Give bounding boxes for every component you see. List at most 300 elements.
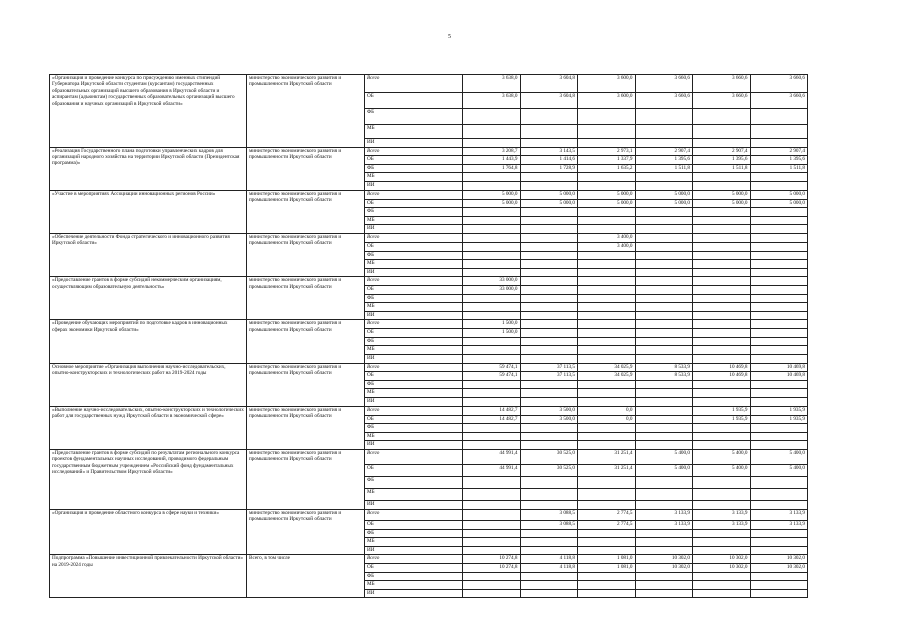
value-cell (463, 294, 521, 303)
value-cell (578, 268, 636, 277)
value-cell (750, 529, 808, 538)
value-cell: 1 395,6 (693, 156, 751, 165)
value-cell (520, 424, 578, 433)
value-cell (750, 109, 808, 125)
value-cell (463, 225, 521, 234)
value-cell: 44 991,4 (463, 450, 521, 465)
value-cell: 1 764,8 (463, 164, 521, 173)
table-row (50, 320, 808, 329)
value-cell: 2 774,5 (578, 510, 636, 521)
value-cell (578, 389, 636, 398)
executor-cell: Всего, в том числе (247, 555, 365, 598)
value-cell (463, 489, 521, 501)
activity-name-cell: «Организация и проведение областного конкурса в сфере науки и техники» (50, 510, 247, 555)
value-cell: 5 000,0 (578, 199, 636, 208)
value-cell (463, 139, 521, 148)
value-cell (578, 225, 636, 234)
value-cell (750, 329, 808, 338)
value-cell (463, 268, 521, 277)
value-cell (520, 139, 578, 148)
value-cell (635, 173, 693, 182)
value-cell: 31 251,4 (578, 465, 636, 477)
value-cell: 1 935,9 (750, 406, 808, 415)
value-cell (578, 208, 636, 217)
funding-source-cell: ФБ (365, 337, 463, 346)
value-cell (635, 285, 693, 294)
executor-cell: министерство экономического развития и промышленности Иркутской области (247, 277, 365, 320)
value-cell (520, 173, 578, 182)
value-cell: 8 533,9 (635, 372, 693, 381)
value-cell: 10 302,0 (635, 563, 693, 572)
value-cell: 5 400,0 (693, 450, 751, 465)
value-cell (750, 398, 808, 407)
table-row (50, 277, 808, 286)
value-cell (693, 277, 751, 286)
value-cell: 5 400,0 (635, 465, 693, 477)
funding-source-cell: МБ (365, 489, 463, 501)
value-cell (578, 424, 636, 433)
funding-source-cell: Всего (365, 190, 463, 199)
value-cell: 3 088,5 (520, 510, 578, 521)
value-cell (750, 572, 808, 581)
funding-source-cell: ОБ (365, 521, 463, 530)
value-cell (750, 181, 808, 190)
value-cell (750, 139, 808, 148)
value-cell: 10 274,8 (463, 555, 521, 564)
value-cell (750, 216, 808, 225)
value-cell (693, 329, 751, 338)
funding-source-cell: МБ (365, 173, 463, 182)
value-cell: 3 133,9 (750, 521, 808, 530)
value-cell (693, 294, 751, 303)
value-cell (635, 406, 693, 415)
value-cell (578, 589, 636, 598)
funding-source-cell: МБ (365, 581, 463, 590)
value-cell (463, 538, 521, 547)
funding-source-cell: ОБ (365, 372, 463, 381)
value-cell (578, 432, 636, 441)
value-cell: 33 000,0 (463, 285, 521, 294)
activity-name-cell: «Обеспечение деятельности Фонда стратегического и инновационного развития Иркутской области» (50, 233, 247, 276)
funding-source-cell: ИИ (365, 589, 463, 598)
value-cell: 5 400,0 (750, 450, 808, 465)
funding-source-cell: МБ (365, 538, 463, 547)
value-cell: 3 660,6 (693, 75, 751, 93)
value-cell: 59 474,1 (463, 363, 521, 372)
value-cell (463, 303, 521, 312)
value-cell (520, 529, 578, 538)
value-cell (750, 208, 808, 217)
value-cell (750, 337, 808, 346)
activity-name-cell: «Проведение обучающих мероприятий по подготовке кадров в инновационных сферах экономики Иркутской области» (50, 320, 247, 363)
funding-source-cell: Всего (365, 406, 463, 415)
value-cell (750, 311, 808, 320)
funding-source-cell: ОБ (365, 415, 463, 424)
value-cell (520, 581, 578, 590)
value-cell: 1 511,8 (750, 164, 808, 173)
value-cell (578, 398, 636, 407)
value-cell (463, 173, 521, 182)
value-cell (750, 242, 808, 251)
value-cell (693, 398, 751, 407)
value-cell: 10 469,8 (693, 363, 751, 372)
value-cell (578, 572, 636, 581)
funding-source-cell: ИИ (365, 139, 463, 148)
value-cell (520, 380, 578, 389)
funding-source-cell: МБ (365, 346, 463, 355)
funding-source-cell: ФБ (365, 477, 463, 489)
funding-source-cell: ОБ (365, 156, 463, 165)
value-cell (463, 260, 521, 269)
table-row (50, 75, 808, 93)
value-cell (520, 489, 578, 501)
value-cell (635, 529, 693, 538)
funding-source-cell: ОБ (365, 93, 463, 109)
value-cell (520, 277, 578, 286)
value-cell (578, 277, 636, 286)
value-cell (520, 546, 578, 555)
page-number: 5 (448, 34, 451, 40)
funding-source-cell: ИИ (365, 181, 463, 190)
value-cell (578, 125, 636, 139)
value-cell: 5 000,0 (463, 199, 521, 208)
value-cell (635, 320, 693, 329)
value-cell: 14 482,7 (463, 406, 521, 415)
value-cell (520, 572, 578, 581)
value-cell (635, 572, 693, 581)
value-cell: 1 511,8 (635, 164, 693, 173)
value-cell: 5 000,0 (693, 199, 751, 208)
value-cell (463, 311, 521, 320)
funding-source-cell: ОБ (365, 465, 463, 477)
value-cell (520, 320, 578, 329)
value-cell (463, 581, 521, 590)
funding-source-cell: МБ (365, 432, 463, 441)
value-cell (463, 109, 521, 125)
value-cell: 10 302,0 (635, 555, 693, 564)
value-cell: 10 274,8 (463, 563, 521, 572)
value-cell (750, 320, 808, 329)
value-cell (750, 538, 808, 547)
table-row (50, 555, 808, 564)
value-cell: 1 395,6 (635, 156, 693, 165)
value-cell (693, 268, 751, 277)
value-cell (750, 173, 808, 182)
value-cell (750, 389, 808, 398)
activity-name-cell: «Организация и проведение конкурса по присуждению именных стипендий Губернатора Иркутской области студентам (курсантам) государственных образовательных организаций высшего образования в Иркутской области и аспирантам (адъюнктам) государственных образовательных организаций высшего образования и научных организаций в Иркутской области» (50, 75, 247, 148)
value-cell (750, 441, 808, 450)
value-cell: 3 604,8 (520, 75, 578, 93)
value-cell: 5 000,0 (635, 199, 693, 208)
funding-source-cell: ФБ (365, 380, 463, 389)
value-cell (520, 242, 578, 251)
value-cell (520, 109, 578, 125)
value-cell (463, 432, 521, 441)
funding-source-cell: МБ (365, 216, 463, 225)
value-cell (750, 424, 808, 433)
value-cell: 3 208,7 (463, 147, 521, 156)
funding-source-cell: ОБ (365, 329, 463, 338)
value-cell: 3 660,6 (693, 93, 751, 109)
value-cell (520, 311, 578, 320)
value-cell: 1 081,0 (578, 555, 636, 564)
value-cell: 5 400,0 (750, 465, 808, 477)
value-cell: 3 400,0 (578, 233, 636, 242)
value-cell: 3 638,0 (463, 93, 521, 109)
value-cell: 5 000,0 (693, 190, 751, 199)
value-cell (520, 432, 578, 441)
value-cell (635, 441, 693, 450)
value-cell: 10 469,8 (750, 372, 808, 381)
activity-name-cell: «Предоставление грантов в форме субсидий по результатам регионального конкурса проектов фундаментальных научных исследований, проводимого федеральным государственным бюджетным учреждением «Российский фонд фундаментальных исследований» и Правительством Иркутской области» (50, 450, 247, 510)
executor-cell: министерство экономического развития и промышленности Иркутской области (247, 406, 365, 449)
executor-cell: министерство экономического развития и промышленности Иркутской области (247, 363, 365, 406)
value-cell (693, 109, 751, 125)
value-cell (693, 181, 751, 190)
executor-cell: министерство экономического развития и промышленности Иркутской области (247, 75, 365, 148)
value-cell (578, 355, 636, 364)
value-cell (635, 208, 693, 217)
value-cell: 3 500,0 (520, 415, 578, 424)
funding-source-cell: Всего (365, 363, 463, 372)
value-cell (635, 581, 693, 590)
value-cell: 3 143,5 (520, 147, 578, 156)
value-cell (693, 477, 751, 489)
value-cell (750, 233, 808, 242)
value-cell (693, 501, 751, 510)
value-cell (578, 109, 636, 125)
value-cell (635, 242, 693, 251)
activity-name-cell: «Выполнение научно-исследовательских, опытно-конструкторских и технологических работ для государственных нужд Иркутской области в экономической сфере» (50, 406, 247, 449)
value-cell: 2 774,5 (578, 521, 636, 530)
value-cell (463, 242, 521, 251)
value-cell: 3 133,9 (750, 510, 808, 521)
value-cell (693, 260, 751, 269)
value-cell (520, 346, 578, 355)
value-cell (463, 233, 521, 242)
table-row (50, 450, 808, 465)
value-cell (463, 389, 521, 398)
value-cell (693, 346, 751, 355)
value-cell (750, 432, 808, 441)
value-cell (635, 233, 693, 242)
table-row (50, 190, 808, 199)
value-cell (750, 268, 808, 277)
value-cell (693, 355, 751, 364)
value-cell (635, 432, 693, 441)
funding-source-cell: ФБ (365, 208, 463, 217)
funding-source-cell: ОБ (365, 199, 463, 208)
value-cell (693, 208, 751, 217)
value-cell: 3 660,6 (750, 93, 808, 109)
value-cell (520, 501, 578, 510)
value-cell (693, 572, 751, 581)
value-cell (750, 581, 808, 590)
value-cell (520, 125, 578, 139)
value-cell: 10 302,0 (750, 555, 808, 564)
value-cell (520, 589, 578, 598)
value-cell (693, 225, 751, 234)
value-cell: 10 469,8 (750, 363, 808, 372)
value-cell (750, 225, 808, 234)
value-cell (635, 125, 693, 139)
value-cell (635, 311, 693, 320)
value-cell (635, 329, 693, 338)
value-cell (693, 139, 751, 148)
value-cell (750, 477, 808, 489)
value-cell: 3 604,8 (520, 93, 578, 109)
value-cell (520, 441, 578, 450)
value-cell (635, 589, 693, 598)
value-cell (463, 216, 521, 225)
value-cell: 8 533,9 (635, 363, 693, 372)
value-cell (750, 346, 808, 355)
value-cell (693, 285, 751, 294)
value-cell (463, 251, 521, 260)
value-cell: 2 907,4 (693, 147, 751, 156)
funding-source-cell: Всего (365, 277, 463, 286)
value-cell (520, 337, 578, 346)
value-cell (693, 337, 751, 346)
value-cell (520, 477, 578, 489)
funding-source-cell: Всего (365, 320, 463, 329)
funding-source-cell: ИИ (365, 355, 463, 364)
value-cell: 5 000,0 (750, 199, 808, 208)
funding-source-cell: ИИ (365, 546, 463, 555)
value-cell: 44 991,4 (463, 465, 521, 477)
value-cell: 1 414,6 (520, 156, 578, 165)
value-cell (520, 251, 578, 260)
value-cell: 1 635,2 (578, 164, 636, 173)
funding-source-cell: ИИ (365, 441, 463, 450)
funding-source-cell: ИИ (365, 398, 463, 407)
value-cell (693, 125, 751, 139)
value-cell (578, 489, 636, 501)
value-cell: 1 935,9 (693, 415, 751, 424)
value-cell (750, 489, 808, 501)
value-cell: 5 400,0 (635, 450, 693, 465)
value-cell (693, 424, 751, 433)
budget-table (49, 74, 808, 598)
value-cell (578, 216, 636, 225)
value-cell: 10 302,0 (750, 563, 808, 572)
table-row (50, 233, 808, 242)
value-cell (578, 477, 636, 489)
funding-source-cell: ФБ (365, 529, 463, 538)
value-cell (520, 233, 578, 242)
value-cell (693, 303, 751, 312)
value-cell (578, 294, 636, 303)
value-cell (750, 260, 808, 269)
value-cell (463, 337, 521, 346)
value-cell: 1 337,9 (578, 156, 636, 165)
funding-source-cell: ФБ (365, 109, 463, 125)
value-cell (750, 294, 808, 303)
funding-source-cell: ОБ (365, 285, 463, 294)
value-cell (520, 389, 578, 398)
value-cell: 1 443,9 (463, 156, 521, 165)
value-cell (578, 139, 636, 148)
executor-cell: министерство экономического развития и промышленности Иркутской области (247, 450, 365, 510)
value-cell: 34 025,9 (578, 363, 636, 372)
funding-source-cell: Всего (365, 233, 463, 242)
value-cell: 3 400,0 (578, 242, 636, 251)
value-cell (463, 501, 521, 510)
value-cell: 5 000,0 (520, 199, 578, 208)
value-cell (578, 181, 636, 190)
value-cell (520, 268, 578, 277)
funding-source-cell: ФБ (365, 572, 463, 581)
value-cell (578, 303, 636, 312)
value-cell (635, 181, 693, 190)
value-cell: 1 500,0 (463, 320, 521, 329)
value-cell (693, 589, 751, 598)
value-cell (750, 285, 808, 294)
executor-cell: министерство экономического развития и промышленности Иркутской области (247, 320, 365, 363)
value-cell (635, 489, 693, 501)
activity-name-cell: «Предоставление грантов в форме субсидий некоммерческим организациям, осуществляющим образовательную деятельность» (50, 277, 247, 320)
value-cell (463, 380, 521, 389)
value-cell (750, 125, 808, 139)
value-cell: 3 660,6 (635, 75, 693, 93)
value-cell (520, 303, 578, 312)
value-cell (693, 581, 751, 590)
value-cell (578, 380, 636, 389)
value-cell: 3 600,0 (578, 75, 636, 93)
table-row (50, 406, 808, 415)
value-cell: 37 113,5 (520, 363, 578, 372)
funding-source-cell: ИИ (365, 268, 463, 277)
value-cell (463, 529, 521, 538)
value-cell: 3 660,6 (635, 93, 693, 109)
value-cell (463, 589, 521, 598)
value-cell: 3 660,6 (750, 75, 808, 93)
value-cell (635, 389, 693, 398)
value-cell (635, 277, 693, 286)
funding-source-cell: ИИ (365, 225, 463, 234)
value-cell (463, 510, 521, 521)
value-cell: 5 000,0 (520, 190, 578, 199)
value-cell: 4 118,8 (520, 555, 578, 564)
value-cell (578, 538, 636, 547)
funding-source-cell: ФБ (365, 164, 463, 173)
value-cell (635, 501, 693, 510)
value-cell: 10 302,0 (693, 555, 751, 564)
value-cell (578, 529, 636, 538)
value-cell: 5 000,0 (750, 190, 808, 199)
value-cell (693, 311, 751, 320)
value-cell (693, 441, 751, 450)
value-cell: 3 133,9 (635, 510, 693, 521)
table-row (50, 363, 808, 372)
value-cell: 3 088,5 (520, 521, 578, 530)
value-cell (463, 572, 521, 581)
value-cell (463, 477, 521, 489)
funding-source-cell: ФБ (365, 294, 463, 303)
value-cell: 1 500,0 (463, 329, 521, 338)
executor-cell: министерство экономического развития и промышленности Иркутской области (247, 190, 365, 233)
value-cell (750, 355, 808, 364)
value-cell (463, 521, 521, 530)
value-cell (578, 311, 636, 320)
value-cell: 5 400,0 (693, 465, 751, 477)
activity-name-cell: Основное мероприятие «Организация выполнения научно-исследовательских, опытно-конструкторских и технологических работ на 2019-2024 годы (50, 363, 247, 406)
funding-source-cell: Всего (365, 510, 463, 521)
funding-source-cell: МБ (365, 389, 463, 398)
funding-source-cell: ОБ (365, 563, 463, 572)
activity-name-cell: Подпрограмма «Повышение инвестиционной привлекательности Иркутской области» на 2019-2024 годы (50, 555, 247, 598)
value-cell (463, 424, 521, 433)
